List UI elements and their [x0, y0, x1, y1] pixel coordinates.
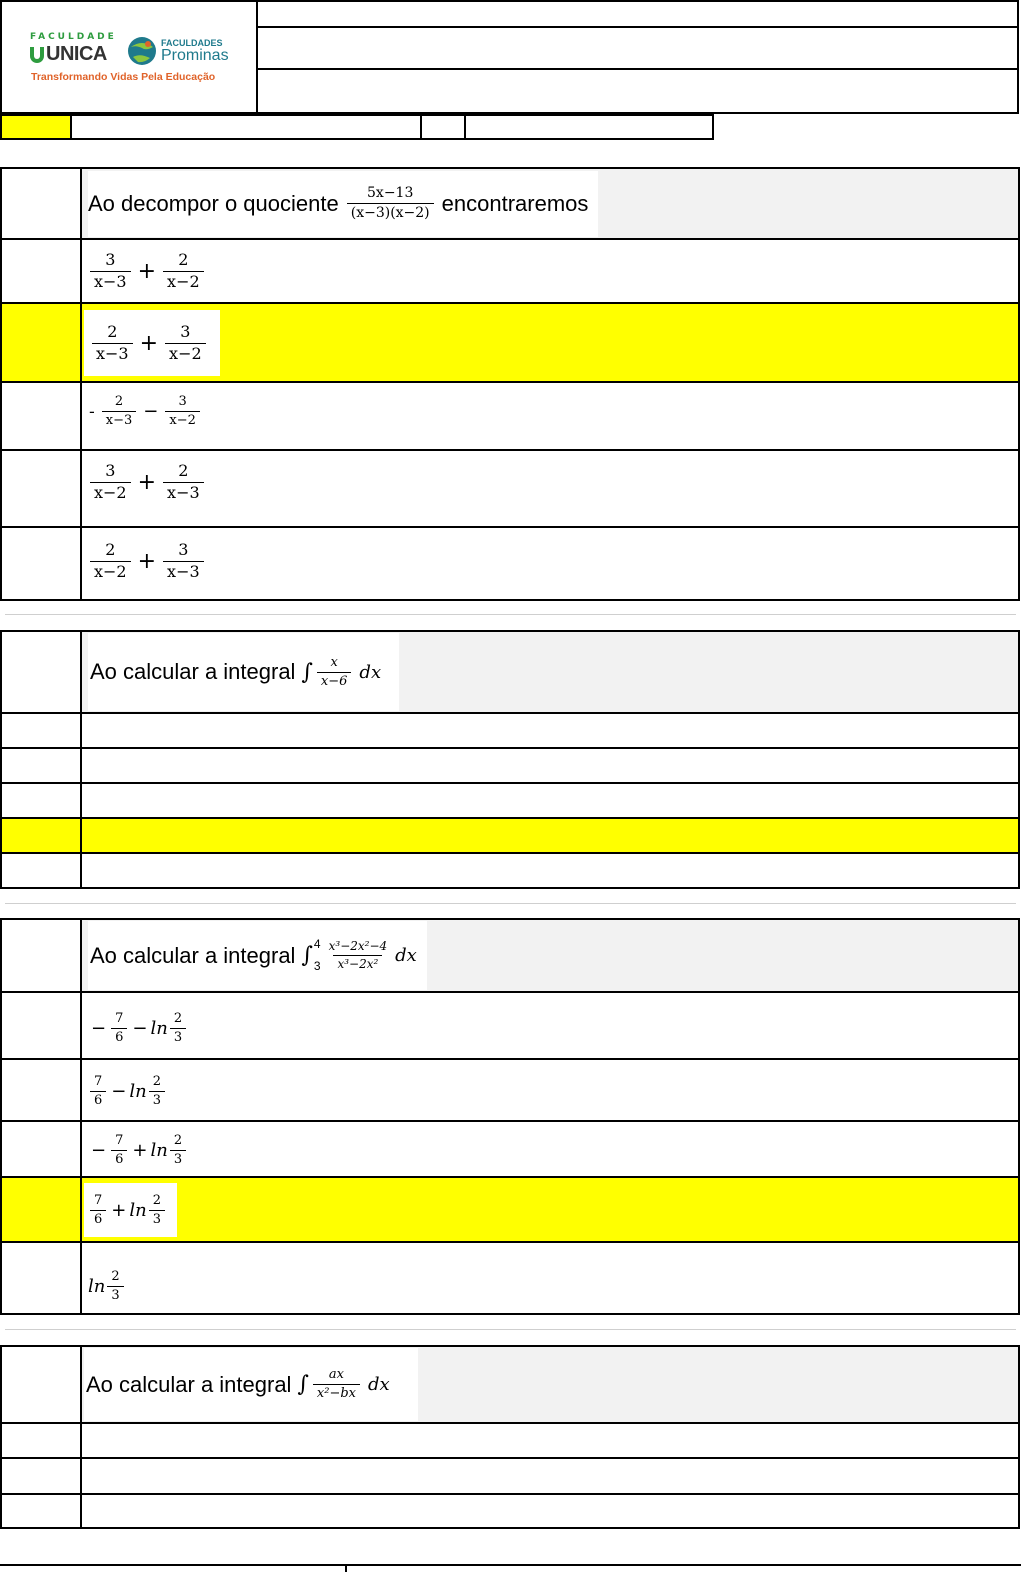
- operator: +: [137, 469, 157, 495]
- frac-den: x−3: [92, 343, 133, 363]
- dx-label: dx: [359, 661, 382, 683]
- q4-prompt-image: [84, 1348, 418, 1421]
- faculdade-unica-logo: [30, 32, 130, 72]
- q1-fraction-numerator: 5x−13: [367, 185, 414, 202]
- q3-prompt-image: [88, 921, 427, 990]
- separator: [5, 903, 1016, 904]
- option-letter-cell: [2, 1060, 82, 1120]
- operator: −: [111, 1080, 127, 1102]
- q3-number-cell: [2, 920, 82, 993]
- frac-den: 6: [90, 1091, 106, 1108]
- option-letter-cell: [2, 993, 82, 1058]
- info-cell-highlight: [0, 114, 72, 140]
- q4-option-c[interactable]: [2, 1495, 1018, 1527]
- q4-prompt-text: Ao calcular a integral: [86, 1371, 292, 1397]
- q4-option-a[interactable]: [2, 1424, 1018, 1459]
- q3-option-c-answer: [84, 1122, 188, 1178]
- q3-option-e[interactable]: [2, 1243, 1018, 1313]
- q3-fraction: [325, 940, 392, 970]
- frac-den: 3: [107, 1286, 123, 1303]
- frac-den: x−2: [165, 343, 206, 363]
- question-3: [0, 918, 1020, 1315]
- sign: −: [91, 1017, 107, 1039]
- operator: +: [139, 330, 159, 356]
- frac-den: 3: [170, 1028, 186, 1045]
- frac-num: 2: [173, 1132, 183, 1148]
- frac-den: x−3: [90, 271, 131, 291]
- frac-num: 2: [107, 321, 118, 341]
- frac-num: 7: [94, 1073, 103, 1089]
- sign: −: [91, 1139, 107, 1161]
- question-4: [0, 1345, 1020, 1529]
- option-letter-cell: [2, 528, 82, 599]
- q3-option-a[interactable]: [2, 993, 1018, 1060]
- q3-definite-integral: [301, 937, 416, 974]
- frac-num: 2: [152, 1073, 162, 1089]
- operator: −: [132, 1017, 148, 1039]
- q3-prompt-text: Ao calcular a integral: [90, 942, 296, 968]
- frac-den: x−2: [90, 482, 131, 502]
- option-letter-cell: [2, 1495, 82, 1527]
- frac-num: 2: [111, 1268, 120, 1284]
- frac-den: 6: [111, 1028, 127, 1045]
- q4-prompt: [82, 1347, 1018, 1424]
- prominas-top-label: FACULDADES: [161, 37, 223, 48]
- frac-num: 2: [178, 460, 189, 480]
- leading-sign: -: [89, 401, 95, 421]
- q2-number-cell: [2, 632, 82, 714]
- ln-label: ln: [150, 1139, 168, 1161]
- q2-fraction: [317, 656, 352, 688]
- question-2: [0, 630, 1020, 889]
- frac-den: x−3: [163, 561, 204, 581]
- q2-option-d-correct[interactable]: [2, 819, 1018, 854]
- operator: +: [137, 258, 157, 284]
- header-title-row-1: [256, 0, 1019, 28]
- header-title-row-3: [256, 68, 1019, 114]
- frac-num: 2: [105, 539, 116, 559]
- prominas-logo: [126, 34, 236, 68]
- q1-option-a[interactable]: [2, 240, 1018, 304]
- frac-den: x−3: [102, 411, 137, 428]
- frac-num: 3: [105, 460, 116, 480]
- frac-num: 3: [105, 249, 116, 269]
- dx-label: dx: [368, 1374, 390, 1395]
- q1-option-b-answer: [84, 310, 220, 376]
- option-letter-cell: [2, 304, 82, 381]
- header-title-row-2: [256, 26, 1019, 70]
- integral-sign: ∫: [301, 659, 313, 685]
- integral-sign: ∫: [297, 1372, 309, 1397]
- frac-num: 7: [115, 1010, 124, 1026]
- dx-label: dx: [395, 945, 417, 966]
- prominas-bottom-label: Prominas: [161, 46, 229, 64]
- globe-icon: [126, 35, 158, 67]
- logo-faculdade-label: FACULDADE: [30, 32, 117, 42]
- q3-option-c[interactable]: [2, 1122, 1018, 1178]
- footer-divider: [345, 1566, 347, 1572]
- q2-prompt-image: [88, 633, 399, 711]
- frac-num: 2: [114, 393, 124, 409]
- q3-option-b-answer: [84, 1060, 167, 1122]
- frac-num: 7: [115, 1132, 124, 1148]
- option-letter-cell: [2, 1178, 82, 1241]
- q1-prompt-text-after: encontraremos: [441, 190, 589, 216]
- q1-option-b-correct[interactable]: [2, 304, 1018, 383]
- q1-option-e[interactable]: [2, 528, 1018, 599]
- separator: [5, 614, 1016, 615]
- question-1: [0, 167, 1020, 601]
- q3-option-d-answer: [84, 1183, 177, 1237]
- frac-den: x²−bx: [313, 1384, 360, 1401]
- q1-option-d-answer: [82, 451, 208, 513]
- footer-table-edge: [0, 1564, 1021, 1570]
- option-letter-cell: [2, 854, 82, 887]
- q1-fraction-denominator: (x−3)(x−2): [347, 203, 434, 221]
- q1-number-cell: [2, 169, 82, 240]
- q1-option-e-answer: [82, 528, 208, 594]
- ln-label: ln: [88, 1275, 106, 1297]
- frac-num: 3: [178, 393, 187, 409]
- q2-prompt-text: Ao calcular a integral: [90, 659, 296, 684]
- q3-prompt: [82, 920, 1018, 993]
- ln-label: ln: [129, 1080, 147, 1102]
- frac-num: 2: [178, 249, 189, 269]
- option-letter-cell: [2, 1122, 82, 1176]
- q1-prompt-text-before: Ao decompor o quociente: [88, 190, 339, 216]
- q1-prompt-image: [88, 171, 598, 237]
- q1-option-c[interactable]: [2, 383, 1018, 451]
- option-letter-cell: [2, 819, 82, 852]
- option-letter-cell: [2, 1459, 82, 1493]
- tagline: Transformando Vidas Pela Educação: [31, 71, 216, 83]
- frac-num: x³−2x²−4: [328, 939, 388, 954]
- info-cell-right: [464, 114, 714, 140]
- frac-den: 3: [149, 1210, 165, 1227]
- frac-num: 2: [152, 1192, 162, 1208]
- option-letter-cell: [2, 1243, 82, 1313]
- operator: +: [111, 1199, 127, 1221]
- frac-den: x−3: [163, 482, 204, 502]
- q1-prompt: [82, 169, 1018, 240]
- frac-den: x−2: [165, 411, 200, 428]
- q1-option-a-answer: [82, 240, 208, 302]
- logo-unica-label: UNICA: [46, 43, 107, 65]
- q3-option-a-answer: [84, 993, 188, 1063]
- integral-sign: ∫: [301, 943, 313, 968]
- q3-option-b[interactable]: [2, 1060, 1018, 1122]
- frac-den: 3: [170, 1150, 186, 1167]
- info-bar: [0, 114, 714, 140]
- frac-den: x−2: [163, 271, 204, 291]
- info-cell-small: [420, 114, 466, 140]
- q1-prompt-fraction: [347, 186, 434, 220]
- q2-prompt: [82, 632, 1018, 714]
- frac-num: ax: [328, 1367, 345, 1383]
- option-letter-cell: [2, 1424, 82, 1457]
- q3-option-e-answer: [84, 1251, 126, 1321]
- frac-den: 6: [111, 1150, 127, 1167]
- q1-option-d[interactable]: [2, 451, 1018, 528]
- q4-fraction: [313, 1368, 360, 1400]
- operator: +: [137, 548, 157, 574]
- ln-label: ln: [129, 1199, 147, 1221]
- option-letter-cell: [2, 784, 82, 817]
- header-logo-box: [0, 0, 258, 114]
- option-letter-cell: [2, 714, 82, 747]
- frac-num: 2: [173, 1010, 183, 1026]
- ln-label: ln: [150, 1017, 168, 1039]
- info-cell-name: [70, 114, 422, 140]
- q2-option-a[interactable]: [2, 714, 1018, 749]
- frac-den: 3: [149, 1091, 165, 1108]
- option-letter-cell: [2, 383, 82, 449]
- frac-num: x: [330, 654, 338, 670]
- q4-number-cell: [2, 1347, 82, 1424]
- operator: +: [132, 1139, 148, 1161]
- frac-den: 6: [90, 1210, 106, 1227]
- frac-den: x−2: [90, 561, 131, 581]
- option-letter-cell: [2, 451, 82, 526]
- q1-option-c-answer: [82, 383, 204, 439]
- frac-den: x³−2x²: [333, 955, 382, 971]
- lower-limit: 3: [313, 958, 321, 973]
- operator: −: [143, 400, 159, 422]
- option-letter-cell: [2, 240, 82, 302]
- unica-u-icon: [30, 47, 44, 63]
- q2-option-b[interactable]: [2, 749, 1018, 784]
- upper-limit: 4: [313, 936, 321, 951]
- frac-den: x−6: [317, 672, 352, 689]
- q3-option-d-correct[interactable]: [2, 1178, 1018, 1243]
- q2-option-e[interactable]: [2, 854, 1018, 887]
- separator: [5, 1329, 1016, 1330]
- q4-option-b[interactable]: [2, 1459, 1018, 1495]
- q2-option-c[interactable]: [2, 784, 1018, 819]
- frac-num: 3: [180, 321, 191, 341]
- unica-wordmark: [30, 43, 130, 66]
- frac-num: 7: [94, 1192, 103, 1208]
- frac-num: 3: [178, 539, 189, 559]
- option-letter-cell: [2, 749, 82, 782]
